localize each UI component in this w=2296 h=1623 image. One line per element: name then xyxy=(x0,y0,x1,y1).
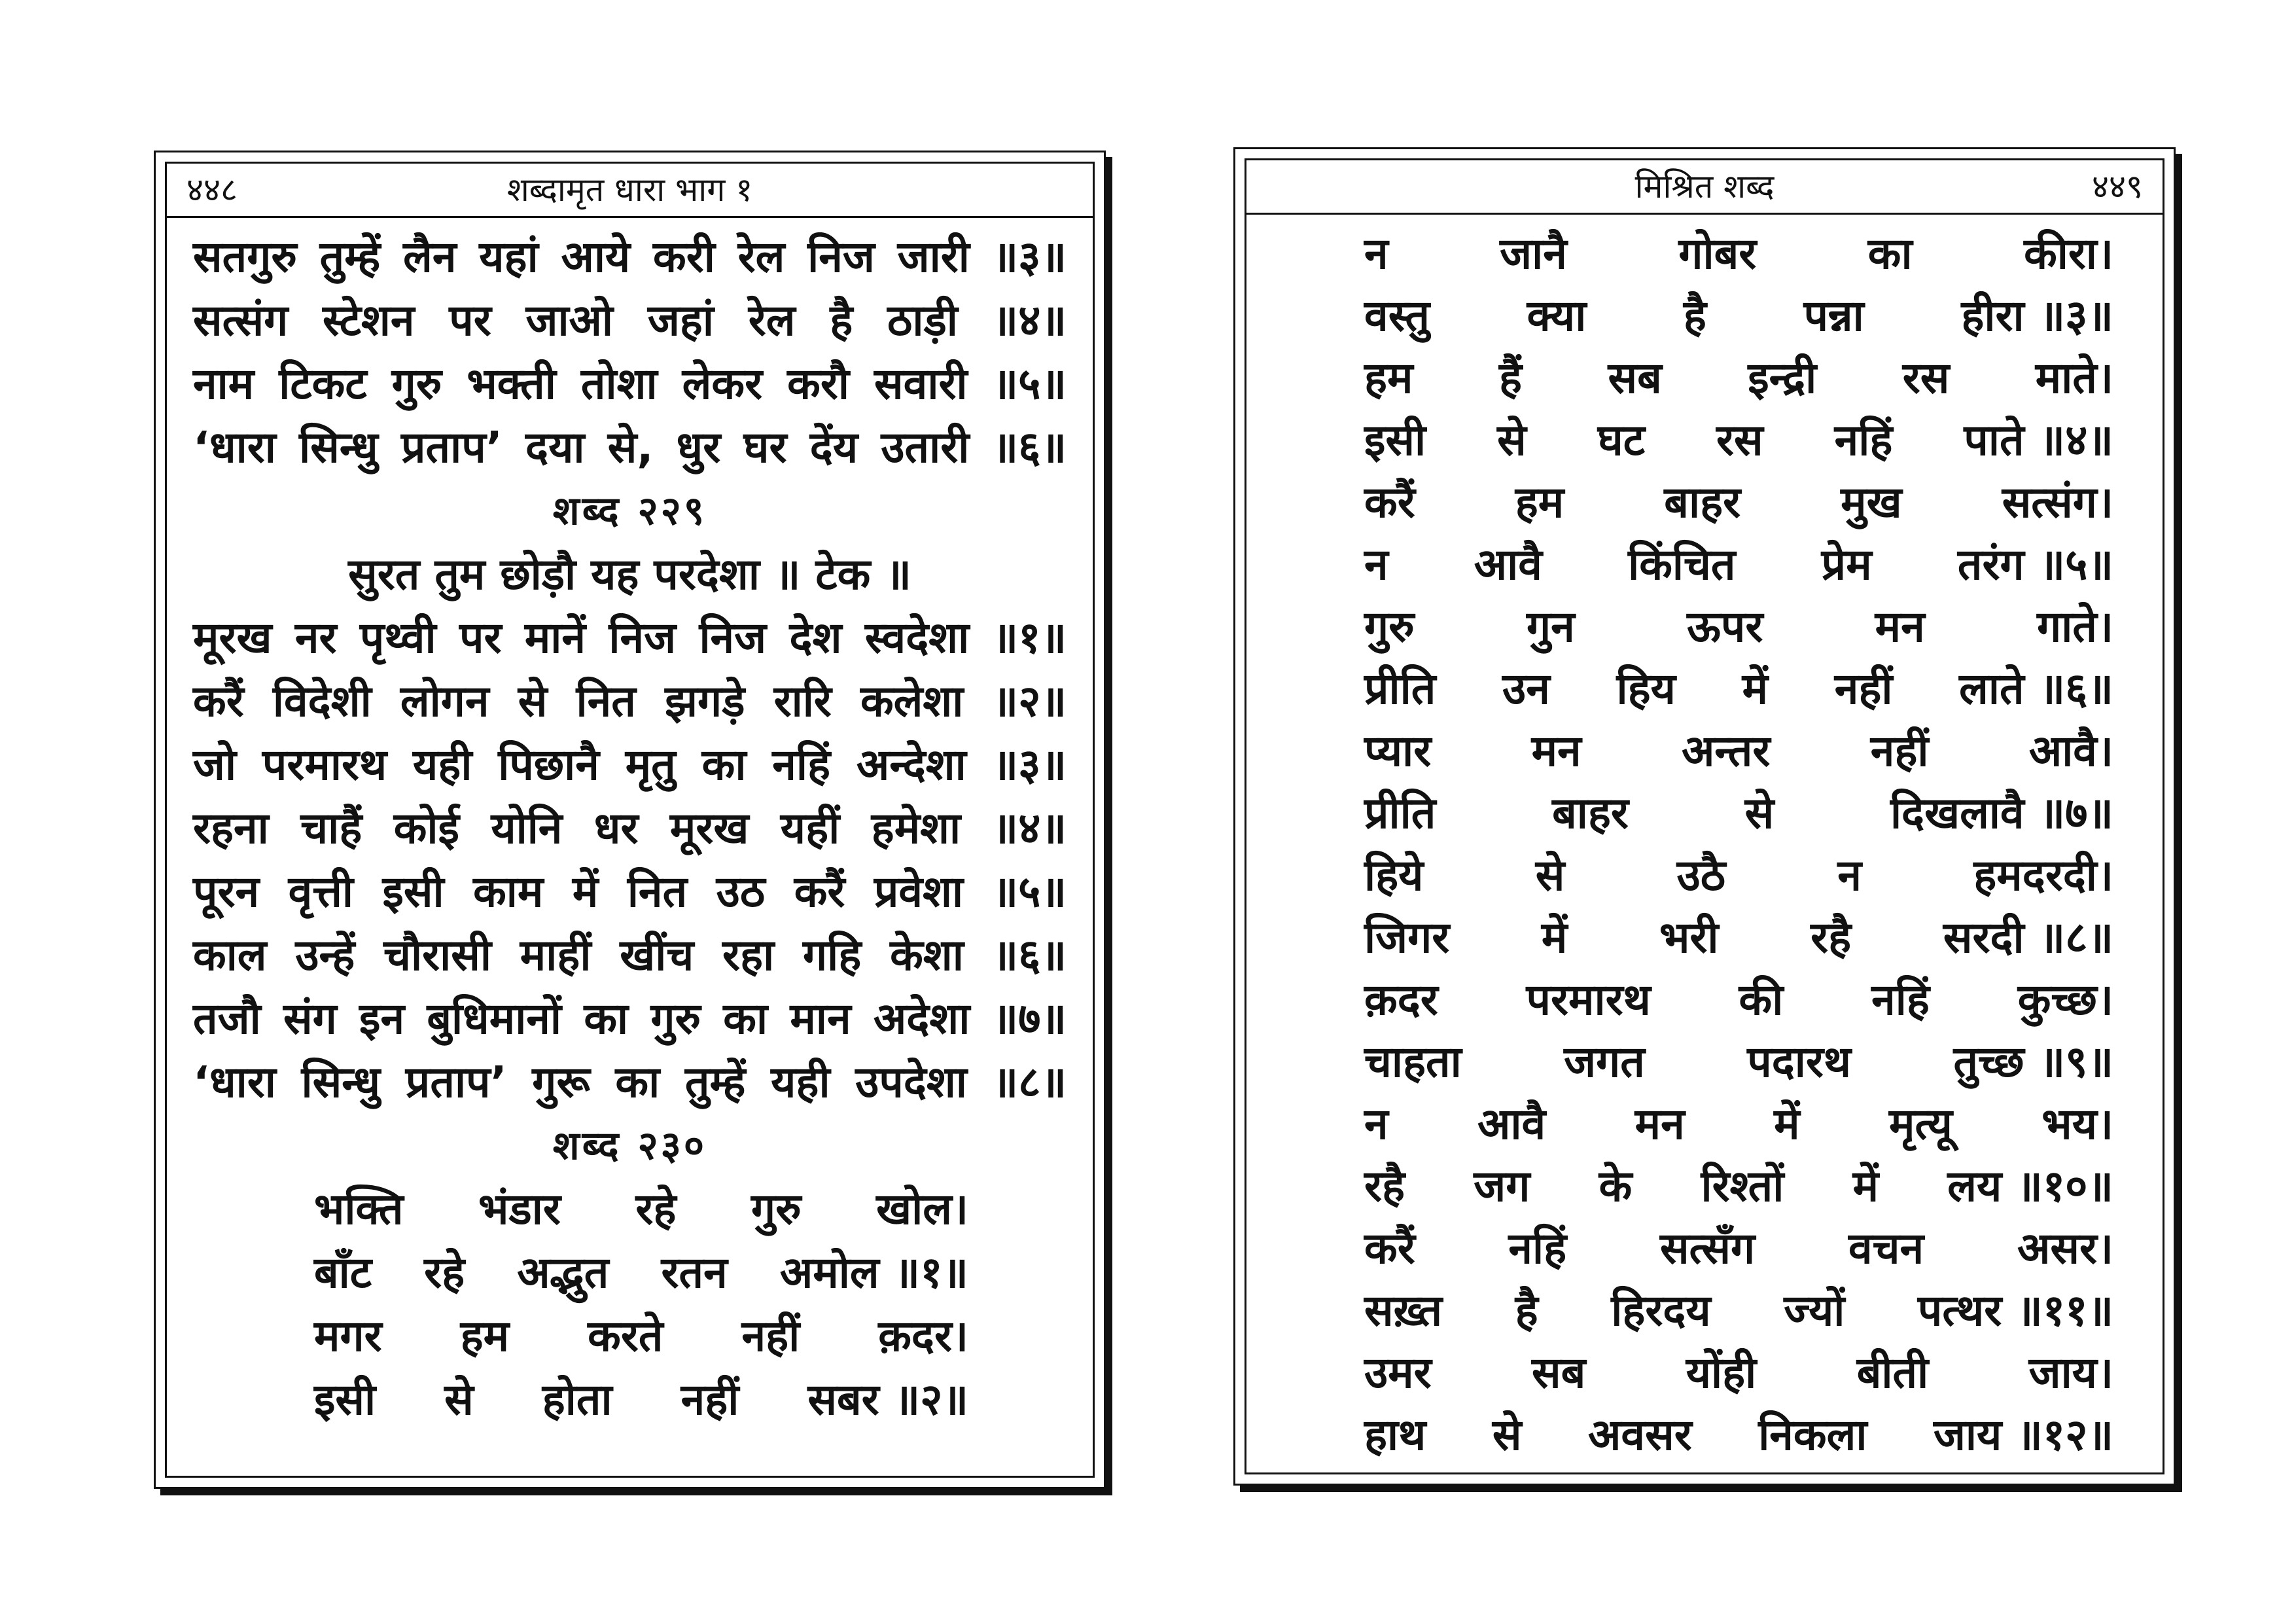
verse-word: योंही xyxy=(1686,1347,1757,1398)
verse-word: पाते ॥४॥ xyxy=(1964,415,2113,465)
verse-line xyxy=(1364,596,2113,658)
verse-word: प्रीति xyxy=(1364,664,1436,714)
verse-word: हम xyxy=(460,1311,510,1361)
verse-word: अवसर xyxy=(1587,1410,1692,1460)
verse-word: गुरु xyxy=(751,1184,802,1234)
verse-word: हिये xyxy=(1364,850,1424,901)
verse-word: सबर ॥२॥ xyxy=(807,1374,968,1425)
text-line: नाम टिकट गुरु भक्ती तोशा लेकर करौ सवारी ॥५॥ xyxy=(193,359,1067,409)
verse-word: से xyxy=(1744,788,1775,838)
verse-word: से xyxy=(1497,415,1527,465)
verse-word: गोबर xyxy=(1678,228,1757,279)
text-line: ‘धारा सिन्धु प्रताप’ गुरू का तुम्हें यही उपदेशा ॥८॥ xyxy=(193,1057,1067,1107)
verse-word: रस xyxy=(1902,353,1950,403)
verse-word: उन xyxy=(1502,664,1550,714)
verse-line xyxy=(1364,533,2113,596)
verse-word: पदारथ xyxy=(1747,1037,1852,1087)
verse-word: गुन xyxy=(1526,601,1575,652)
verse-word: उठै xyxy=(1676,850,1726,901)
verse-word: हीरा ॥३॥ xyxy=(1961,291,2113,341)
verse-word: मन xyxy=(1531,726,1581,776)
verse-line xyxy=(1364,1155,2113,1218)
verse-word: अन्तर xyxy=(1682,726,1771,776)
verse-word: जाय। xyxy=(2028,1347,2113,1398)
verse-word: आवै xyxy=(1474,539,1542,590)
verse-word: भंडार xyxy=(478,1184,561,1234)
text-line: ‘धारा सिन्धु प्रताप’ दया से, धुर घर देंय उतारी ॥६॥ xyxy=(193,422,1067,473)
verse-word: आवै। xyxy=(2028,726,2113,776)
verse-word: घट xyxy=(1597,415,1645,465)
verse-word: कुच्छ। xyxy=(2017,974,2113,1025)
verse-word: हैं xyxy=(1498,353,1523,403)
refrain-line: सुरत तुम छोड़ौ यह परदेशा ॥ टेक ॥ xyxy=(348,549,911,599)
text-line: करैं विदेशी लोगन से नित झगड़े रारि कलेशा ॥२॥ xyxy=(193,676,1067,726)
verse-word: तुच्छ ॥९॥ xyxy=(1953,1037,2113,1087)
verse-word: प्रीति xyxy=(1364,788,1436,838)
verse-word: क़दर। xyxy=(878,1311,968,1361)
verse-word: अमोल ॥१॥ xyxy=(779,1247,968,1298)
verse-word: जानै xyxy=(1500,228,1567,279)
verse-word: कीरा। xyxy=(2024,228,2113,279)
verse-word: हम xyxy=(1364,353,1413,403)
verse-word: से xyxy=(1492,1410,1522,1460)
verse-line xyxy=(314,1305,968,1368)
verse-word: सरदी ॥८॥ xyxy=(1943,912,2113,963)
verse-word: की xyxy=(1739,974,1784,1025)
verse-word: भय। xyxy=(2041,1099,2113,1149)
verse-word: न xyxy=(1837,850,1862,901)
verse-word: नहीं xyxy=(1870,726,1929,776)
verse-word: इसी xyxy=(1364,415,1426,465)
verse-word: आवै xyxy=(1477,1099,1546,1149)
verse-line xyxy=(1364,658,2113,721)
text-line: मूरख नर पृथ्वी पर मानें निज निज देश स्वदेशा ॥१॥ xyxy=(193,613,1067,663)
verse-word: गाते। xyxy=(2037,601,2113,652)
verse-word: है xyxy=(1515,1285,1538,1336)
verse-word: सत्सँग xyxy=(1659,1223,1756,1274)
verse-word: ऊपर xyxy=(1687,601,1763,652)
verse-word: रहे xyxy=(635,1184,677,1234)
verse-word: का xyxy=(1867,228,1913,279)
verse-word: बाहर xyxy=(1552,788,1629,838)
running-title: मिश्रित शब्द xyxy=(1634,168,1775,205)
verse-word: प्रेम xyxy=(1821,539,1872,590)
verse-word: न xyxy=(1364,539,1388,590)
verse-word: नहिं xyxy=(1834,415,1893,465)
verse-line xyxy=(1364,1217,2113,1280)
verse-line xyxy=(1364,1031,2113,1094)
verse-word: रहे xyxy=(424,1247,465,1298)
verse-word: इसी xyxy=(314,1374,376,1425)
verse-line xyxy=(1364,1404,2113,1467)
verse-word: खोल। xyxy=(876,1184,968,1234)
verse-word: हम xyxy=(1515,477,1564,527)
verse-word: नहिं xyxy=(1508,1223,1567,1274)
verse-word: में xyxy=(1774,1099,1800,1149)
verse-word: भक्ति xyxy=(314,1184,404,1234)
verse-line xyxy=(1364,1342,2113,1404)
verse-word: रतन xyxy=(661,1247,728,1298)
verse-word: नहीं xyxy=(741,1311,800,1361)
text-line: सतगुरु तुम्हें लैन यहां आये करी रेल निज जारी ॥३॥ xyxy=(193,232,1067,282)
verse-word: में xyxy=(1742,664,1769,714)
verse-word: वस्तु xyxy=(1364,291,1430,341)
verse-word: लाते ॥६॥ xyxy=(1959,664,2113,714)
verse-word: क़दर xyxy=(1364,974,1438,1025)
running-title: शब्दामृत धारा भाग १ xyxy=(506,171,753,209)
verse-line xyxy=(1364,906,2113,969)
verse-word: परमारथ xyxy=(1526,974,1651,1025)
verse-word: हाथ xyxy=(1364,1410,1426,1460)
verse-word: करैं xyxy=(1364,1223,1415,1274)
verse-word: नहिं xyxy=(1871,974,1930,1025)
verse-word: अद्भुत xyxy=(517,1247,609,1298)
verse-line xyxy=(1364,1093,2113,1156)
verse-word: इन्द्री xyxy=(1748,353,1817,403)
page-number: ४४८ xyxy=(186,171,238,209)
verse-word: होता xyxy=(542,1374,612,1425)
verse-line xyxy=(1364,1279,2113,1342)
verse-word: पत्थर ॥११॥ xyxy=(1917,1285,2113,1336)
verse-word: मुख xyxy=(1841,477,1902,527)
verse-line xyxy=(1364,409,2113,472)
verse-word: लय ॥१०॥ xyxy=(1947,1161,2113,1211)
verse-word: में xyxy=(1541,912,1568,963)
verse-word: बाहर xyxy=(1664,477,1741,527)
verse-line xyxy=(1364,223,2113,285)
right-page-frame xyxy=(1245,158,2164,1474)
verse-word: रस xyxy=(1716,415,1763,465)
verse-word: चाहता xyxy=(1364,1037,1462,1087)
verse-word: रहै xyxy=(1810,912,1852,963)
right-page xyxy=(1233,147,2176,1486)
text-line: काल उन्हें चौरासी माहीं खींच रहा गहि केशा ॥६॥ xyxy=(193,930,1067,980)
verse-word: जग xyxy=(1474,1161,1530,1211)
verse-word: क्या xyxy=(1527,291,1587,341)
text-line: पूरन वृत्ती इसी काम में नित उठ करैं प्रवेशा ॥५॥ xyxy=(193,866,1067,917)
verse-word: प्यार xyxy=(1364,726,1432,776)
verse-word: वचन xyxy=(1848,1223,1924,1274)
verse-word: जाय ॥१२॥ xyxy=(1933,1410,2113,1460)
section-heading: शब्द २३० xyxy=(552,1123,707,1169)
verse-word: ज्यों xyxy=(1784,1285,1845,1336)
verse-word: करैं xyxy=(1364,477,1415,527)
verse-word: हमदरदी। xyxy=(1973,850,2113,901)
verse-word: नहीं xyxy=(1834,664,1893,714)
verse-word: में xyxy=(1852,1161,1879,1211)
verse-word: रिश्तों xyxy=(1701,1161,1784,1211)
verse-word: मन xyxy=(1875,601,1925,652)
verse-word: से xyxy=(444,1374,474,1425)
verse-line xyxy=(314,1368,968,1431)
verse-word: करते xyxy=(588,1311,663,1361)
verse-line xyxy=(314,1241,968,1304)
verse-word: पन्ना xyxy=(1803,291,1864,341)
verse-word: गुरु xyxy=(1364,601,1415,652)
section-heading: शब्द २२९ xyxy=(552,488,707,534)
verse-word: नहीं xyxy=(680,1374,739,1425)
text-line: रहना चाहैं कोई योनि धर मूरख यहीं हमेशा ॥४॥ xyxy=(193,803,1067,853)
verse-line xyxy=(1364,969,2113,1031)
verse-word: रहै xyxy=(1364,1161,1405,1211)
verse-word: के xyxy=(1598,1161,1633,1211)
verse-line xyxy=(1364,471,2113,534)
verse-word: है xyxy=(1683,291,1706,341)
verse-word: उमर xyxy=(1364,1347,1432,1398)
verse-line xyxy=(1364,347,2113,410)
text-line: जो परमारथ यही पिछानै मृतु का नहिं अन्देशा ॥३॥ xyxy=(193,740,1067,790)
verse-word: न xyxy=(1364,228,1388,279)
verse-word: किंचित xyxy=(1628,539,1736,590)
verse-line xyxy=(1364,720,2113,783)
verse-word: माते। xyxy=(2035,353,2113,403)
verse-word: तरंग ॥५॥ xyxy=(1957,539,2113,590)
left-page xyxy=(154,151,1106,1489)
verse-word: जिगर xyxy=(1364,912,1450,963)
verse-line xyxy=(1364,782,2113,845)
verse-word: सब xyxy=(1608,353,1662,403)
verse-line xyxy=(314,1178,968,1241)
verse-word: दिखलावै ॥७॥ xyxy=(1890,788,2113,838)
verse-word: हिय xyxy=(1616,664,1676,714)
verse-word: मन xyxy=(1634,1099,1685,1149)
verse-word: न xyxy=(1364,1099,1388,1149)
verse-word: सख़्त xyxy=(1364,1285,1443,1336)
verse-word: निकला xyxy=(1758,1410,1867,1460)
verse-word: बीती xyxy=(1856,1347,1929,1398)
right-page-header xyxy=(1246,160,2163,215)
verse-word: असर। xyxy=(2017,1223,2113,1274)
verse-word: मगर xyxy=(314,1311,382,1361)
verse-line xyxy=(1364,844,2113,907)
verse-word: हिरदय xyxy=(1611,1285,1711,1336)
verse-word: जगत xyxy=(1564,1037,1645,1087)
verse-word: सत्संग। xyxy=(2002,477,2113,527)
text-line: सत्संग स्टेशन पर जाओ जहां रेल है ठाड़ी ॥४॥ xyxy=(193,295,1067,346)
verse-word: बाँट xyxy=(314,1247,372,1298)
left-page-frame xyxy=(165,162,1095,1478)
page-number: ४४९ xyxy=(2092,168,2143,205)
verse-word: सब xyxy=(1532,1347,1586,1398)
verse-word: से xyxy=(1535,850,1565,901)
verse-word: मृत्यू xyxy=(1889,1099,1952,1149)
verse-word: भरी xyxy=(1659,912,1719,963)
left-page-header xyxy=(167,164,1093,218)
text-line: तजौ संग इन बुधिमानों का गुरु का मान अदेशा ॥७॥ xyxy=(193,993,1067,1044)
verse-line xyxy=(1364,285,2113,348)
